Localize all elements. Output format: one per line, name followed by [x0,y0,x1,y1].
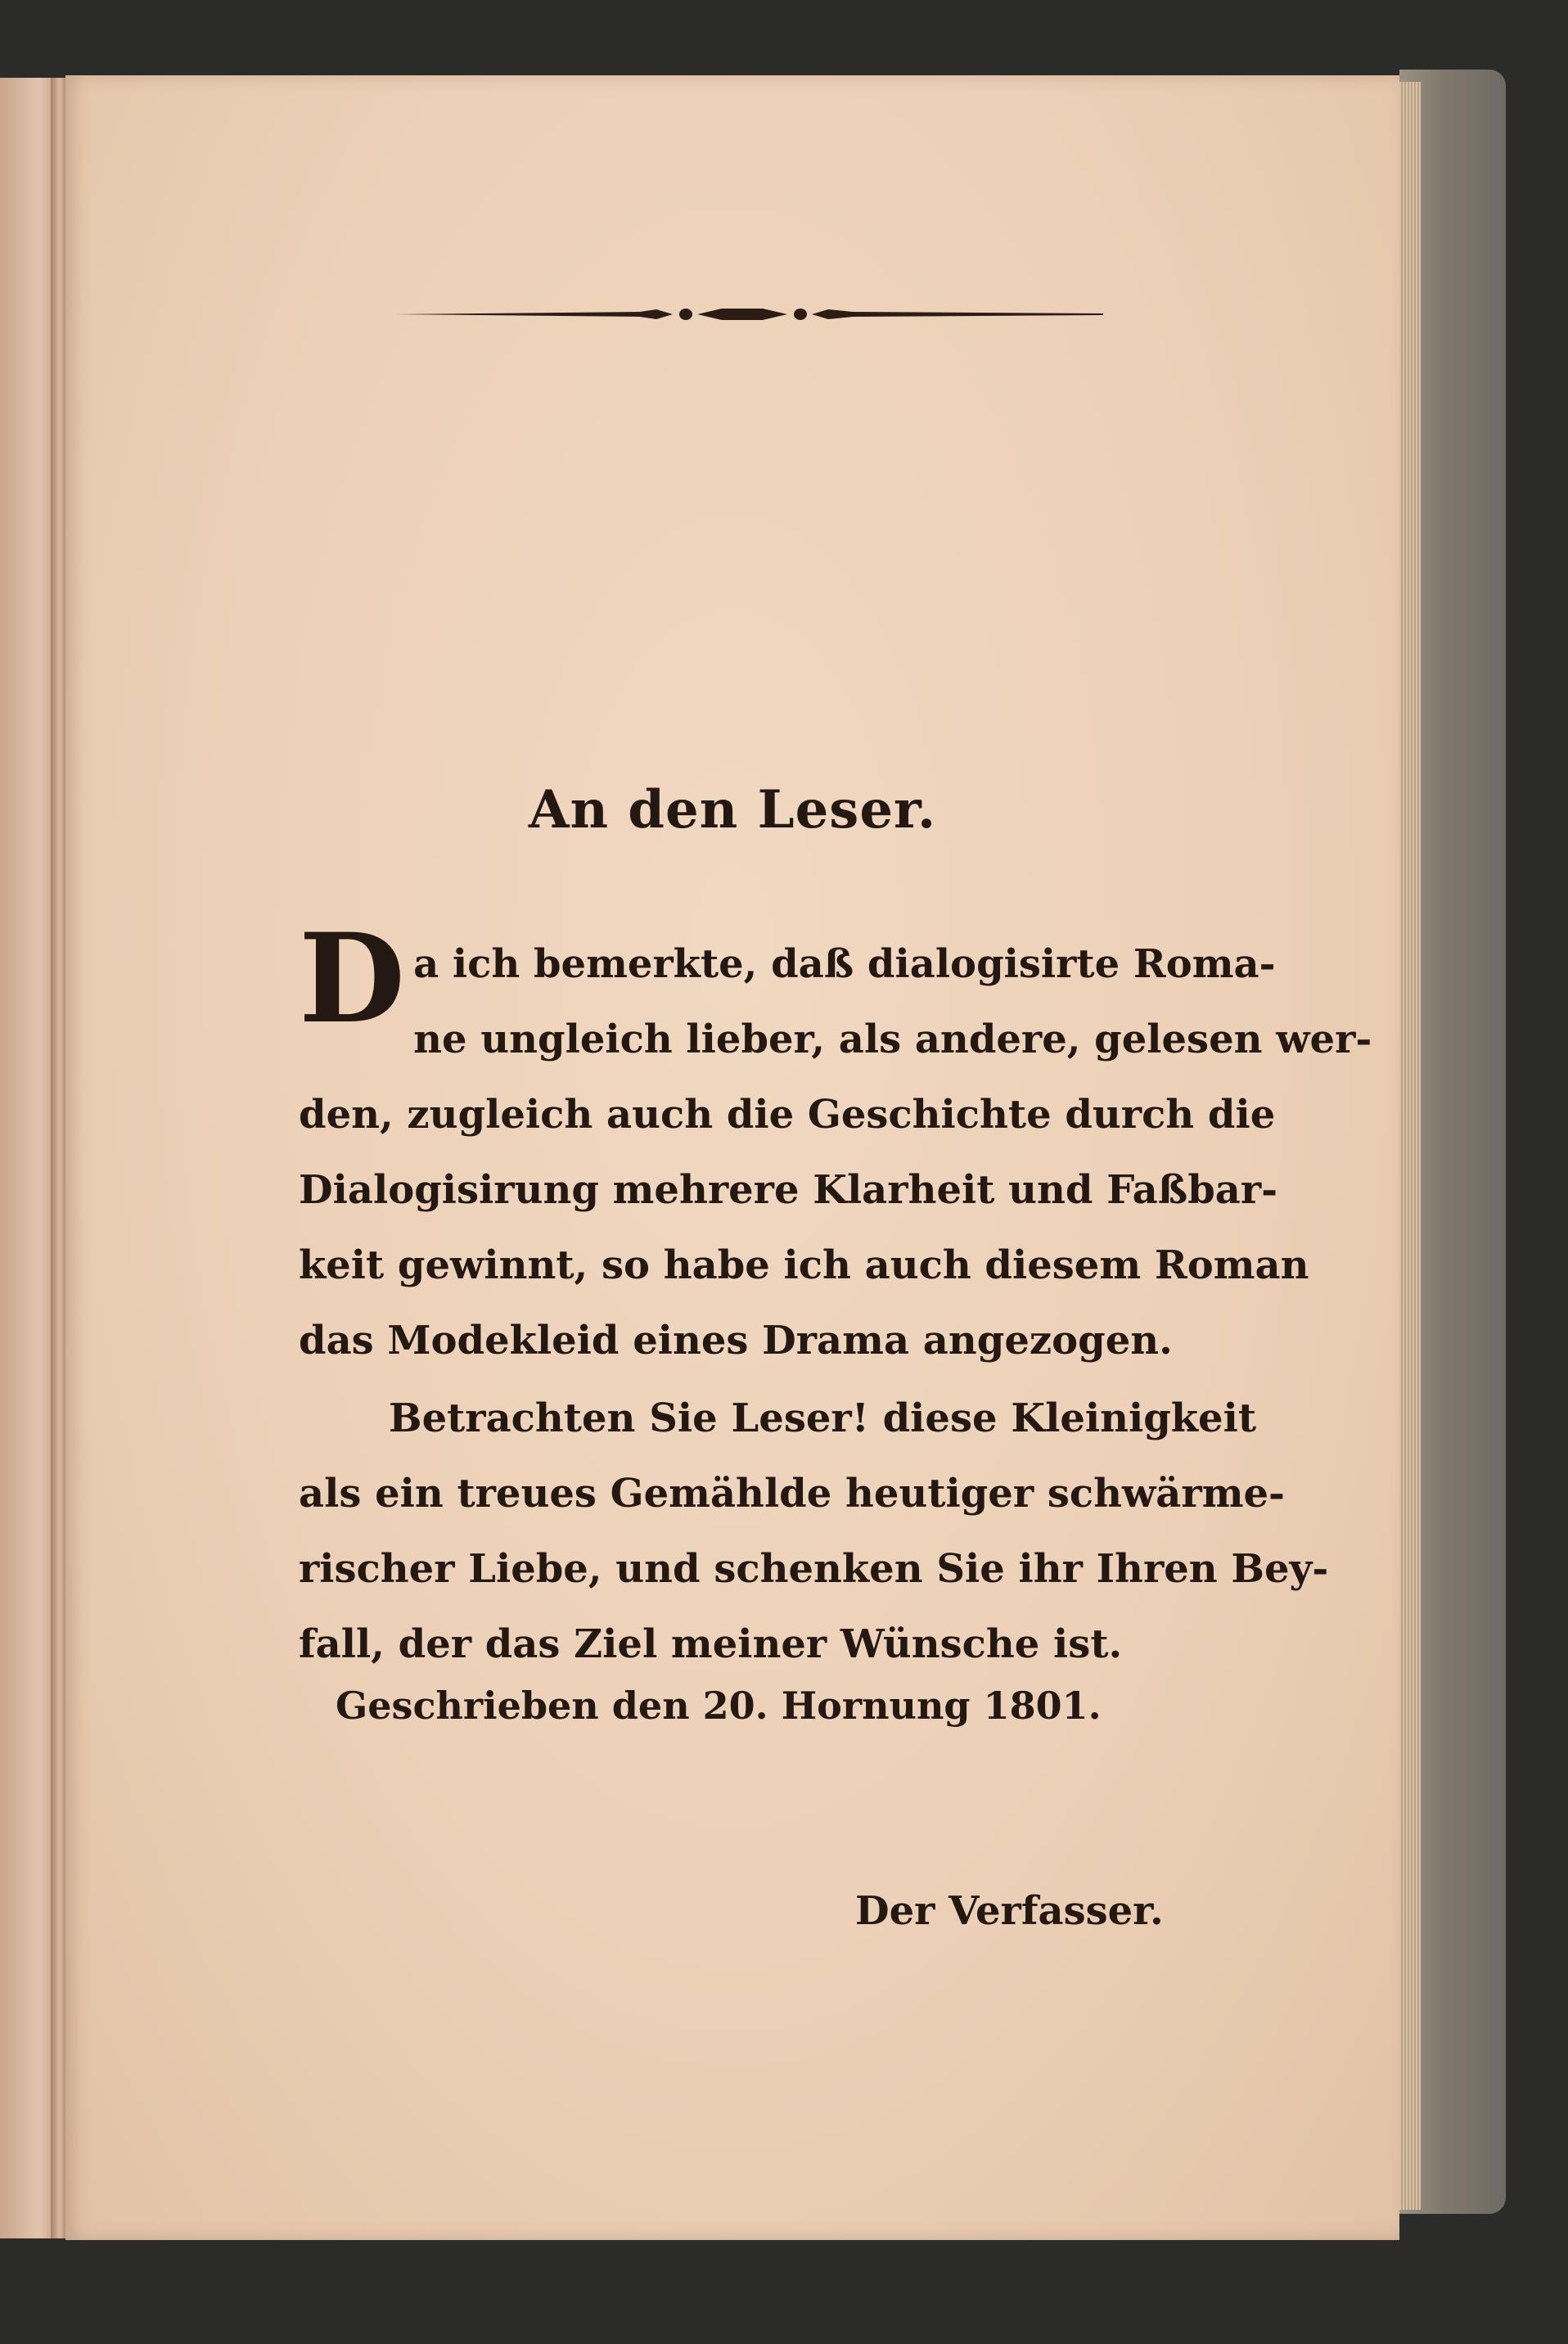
author-signature: Der Verfasser. [855,1888,1164,1934]
text-line: Betrachten Sie Leser! diese Kleinigkeit [389,1395,1256,1441]
paragraph-1 [299,907,1372,1378]
page-heading: An den Leser. [528,779,937,841]
date-line: Geschrieben den 20. Hornung 1801. [336,1684,1102,1728]
text-line: keit gewinnt, so habe ich auch diesem Roman [299,1242,1309,1288]
text-line: fall, der das Ziel meiner Wünsche ist. [299,1621,1123,1667]
page-content [65,75,1399,2240]
drop-cap: D [299,907,406,1051]
text-line: als ein treues Gemählde heutiger schwärme- [299,1471,1285,1517]
text-line: das Modekleid eines Drama angezogen. [299,1318,1173,1364]
text-line: Dialogisirung mehrere Klarheit und Faßbar- [299,1167,1278,1213]
text-line: rischer Liebe, und schenken Sie ihr Ihren Bey- [299,1546,1329,1592]
text-line: den, zugleich auch die Geschichte durch die [299,1092,1276,1138]
ornament-rule [394,306,1103,322]
text-line: a ich bemerkte, daß dialogisirte Roma- [413,941,1276,987]
paragraph-2 [299,1381,1329,1682]
book-page [65,75,1399,2240]
text-line: ne ungleich lieber, als andere, gelesen wer- [413,1016,1372,1062]
page-stack-edge [1396,82,1421,2210]
